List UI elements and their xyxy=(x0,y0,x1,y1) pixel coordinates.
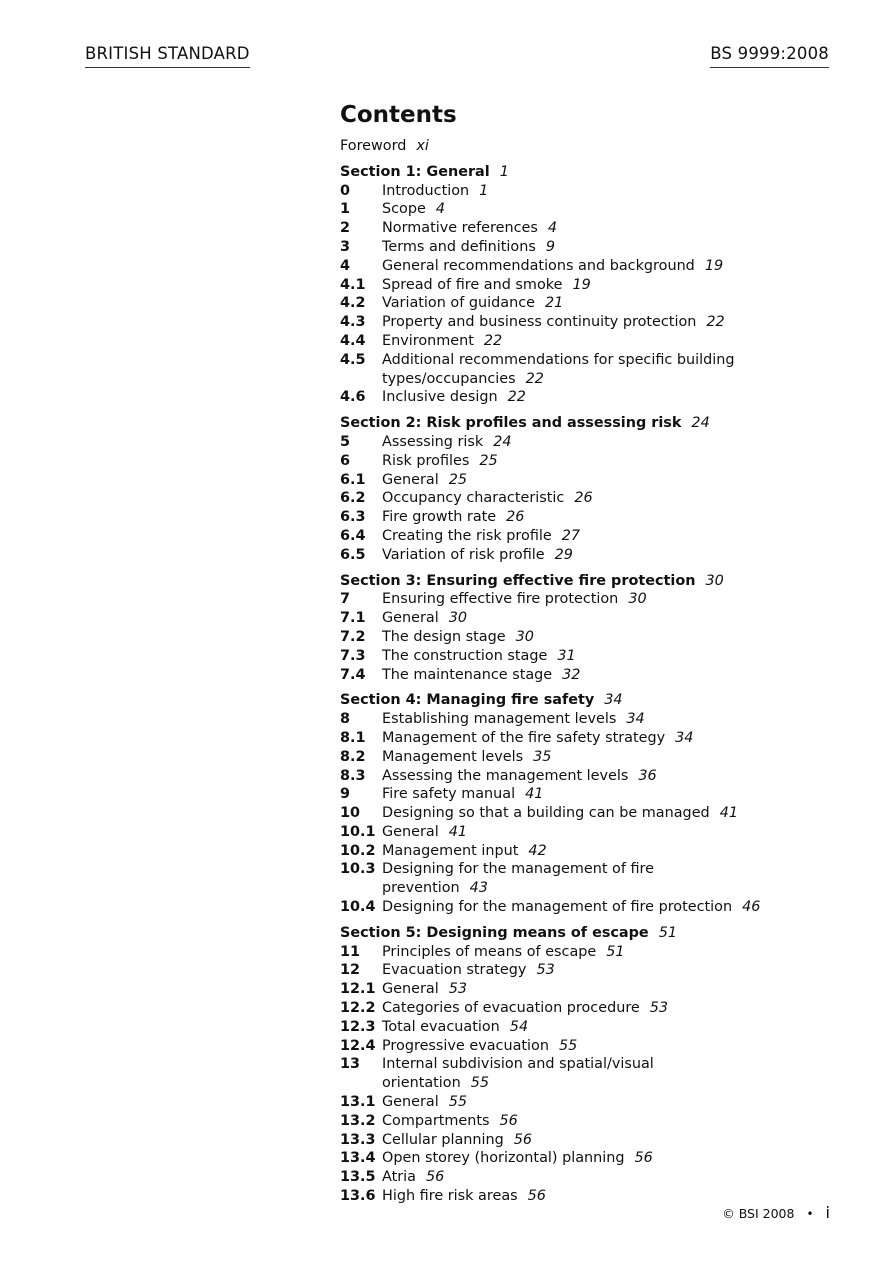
toc-entry[interactable] xyxy=(340,1168,860,1187)
entry-number: 7.1 xyxy=(340,610,366,627)
toc-entry[interactable] xyxy=(340,980,860,999)
section-page: 51 xyxy=(658,924,678,941)
toc-entry[interactable] xyxy=(340,546,860,565)
entry-text-wrap xyxy=(382,1168,762,1187)
section-title: Section 4: Managing fire safety xyxy=(340,692,595,709)
foreword-page: xi xyxy=(416,138,429,154)
toc-entry[interactable] xyxy=(340,860,860,898)
entry-text: The design stage xyxy=(382,628,506,645)
entry-text: Assessing the management levels xyxy=(382,767,629,784)
entry-text: Designing for the management of fire prevention xyxy=(382,861,655,897)
entry-page: 32 xyxy=(562,666,581,683)
entry-page: 4 xyxy=(547,220,558,237)
section-heading[interactable] xyxy=(340,924,860,943)
entry-text: Scope xyxy=(382,201,426,218)
entry-text: Internal subdivision and spatial/visual orientation xyxy=(382,1056,654,1092)
header-right: BS 9999:2008 xyxy=(710,44,829,68)
entry-text: Establishing management levels xyxy=(382,711,617,728)
entry-text-wrap xyxy=(382,647,762,666)
entry-number: 6.3 xyxy=(340,509,366,526)
toc-section xyxy=(340,691,860,917)
entry-text-wrap xyxy=(382,961,762,980)
entry-number: 12.3 xyxy=(340,1018,376,1035)
section-title: Section 2: Risk profiles and assessing risk xyxy=(340,415,682,432)
entry-number: 8.3 xyxy=(340,767,366,784)
toc-entry[interactable] xyxy=(340,767,860,786)
toc-entry[interactable] xyxy=(340,332,860,351)
toc-entry[interactable] xyxy=(340,943,860,962)
toc-entry[interactable] xyxy=(340,590,860,609)
entry-text-wrap xyxy=(382,1149,762,1168)
entry-text-wrap xyxy=(382,546,762,565)
entry-text: Occupancy characteristic xyxy=(382,490,565,507)
toc-entry[interactable] xyxy=(340,785,860,804)
section-page: 34 xyxy=(604,692,623,709)
toc-entry[interactable] xyxy=(340,748,860,767)
toc-entry[interactable] xyxy=(340,200,860,219)
entry-text-wrap xyxy=(382,804,762,823)
toc-section xyxy=(340,924,860,1206)
entry-text: Atria xyxy=(382,1169,416,1186)
entry-page: 27 xyxy=(561,527,581,544)
entry-text: Inclusive design xyxy=(382,389,498,406)
entry-number: 6.5 xyxy=(340,546,366,563)
entry-text-wrap xyxy=(382,238,762,257)
entry-text-wrap xyxy=(382,351,762,389)
entry-text: Designing for the management of fire protection xyxy=(382,899,733,916)
entry-text: Categories of evacuation procedure xyxy=(382,1000,640,1017)
entry-number: 9 xyxy=(340,786,351,803)
entry-page: 22 xyxy=(525,370,544,387)
toc-entry[interactable] xyxy=(340,729,860,748)
entry-number: 10.3 xyxy=(340,861,376,878)
entry-number: 13.1 xyxy=(340,1094,376,1111)
sections-list xyxy=(340,163,860,1206)
entry-text: Introduction xyxy=(382,182,470,199)
entry-text-wrap xyxy=(382,471,762,490)
entry-text: Ensuring effective fire protection xyxy=(382,591,619,608)
entry-number: 13.2 xyxy=(340,1112,376,1129)
entry-text-wrap xyxy=(382,980,762,999)
entry-text-wrap xyxy=(382,276,762,295)
toc-entry[interactable] xyxy=(340,527,860,546)
entry-number: 6.1 xyxy=(340,471,366,488)
entry-number: 6.4 xyxy=(340,527,366,544)
entry-text-wrap xyxy=(382,219,762,238)
entry-number: 0 xyxy=(340,182,351,199)
entry-text-wrap xyxy=(382,748,762,767)
entry-text: The maintenance stage xyxy=(382,666,553,683)
entry-number: 4.2 xyxy=(340,295,366,312)
toc-entry[interactable] xyxy=(340,628,860,647)
entry-page: 46 xyxy=(742,899,761,916)
entry-text: Property and business continuity protection xyxy=(382,314,697,331)
toc-entry[interactable] xyxy=(340,1131,860,1150)
entry-number: 4.4 xyxy=(340,332,366,349)
entry-page: 26 xyxy=(574,490,593,507)
section-title: Section 3: Ensuring effective fire protection xyxy=(340,572,696,589)
section-page: 30 xyxy=(705,572,724,589)
section-page: 24 xyxy=(691,415,710,432)
copyright: © BSI 2008 xyxy=(722,1206,795,1221)
entry-text: Additional recommendations for specific building types/occupancies xyxy=(382,351,735,387)
entry-page: 19 xyxy=(704,257,724,274)
entry-text: Variation of risk profile xyxy=(382,546,545,563)
entry-page: 1 xyxy=(479,182,489,199)
entry-number: 13.4 xyxy=(340,1150,376,1167)
entry-page: 26 xyxy=(506,509,525,526)
entry-text: General xyxy=(382,610,439,627)
entry-page: 56 xyxy=(527,1188,546,1205)
toc-entry[interactable] xyxy=(340,182,860,201)
page-footer xyxy=(722,1203,830,1222)
entry-text-wrap xyxy=(382,590,762,609)
entry-number: 3 xyxy=(340,238,351,255)
entry-text-wrap xyxy=(382,860,762,898)
toc-section xyxy=(340,163,860,407)
entry-text: Assessing risk xyxy=(382,433,484,450)
entry-number: 12.4 xyxy=(340,1037,376,1054)
toc-entry[interactable] xyxy=(340,452,860,471)
entry-text: Spread of fire and smoke xyxy=(382,276,563,293)
entry-number: 5 xyxy=(340,433,351,450)
entry-number: 6.2 xyxy=(340,490,366,507)
entry-text-wrap xyxy=(382,452,762,471)
entry-text: Cellular planning xyxy=(382,1131,504,1148)
entry-page: 22 xyxy=(507,389,526,406)
entry-number: 2 xyxy=(340,220,351,237)
entry-text: General xyxy=(382,823,439,840)
entry-page: 55 xyxy=(558,1037,578,1054)
entry-page: 56 xyxy=(513,1131,533,1148)
entry-text-wrap xyxy=(382,527,762,546)
entry-number: 12.2 xyxy=(340,1000,376,1017)
entry-number: 6 xyxy=(340,452,351,469)
entry-text-wrap xyxy=(382,898,762,917)
entry-page: 41 xyxy=(448,823,468,840)
toc-entry[interactable] xyxy=(340,1149,860,1168)
entry-page: 31 xyxy=(557,647,576,664)
entry-text: Management levels xyxy=(382,748,524,765)
entry-text: Terms and definitions xyxy=(382,238,536,255)
entry-page: 30 xyxy=(515,628,534,645)
entry-page: 55 xyxy=(448,1094,468,1111)
entry-page: 56 xyxy=(425,1169,445,1186)
entry-number: 7.4 xyxy=(340,666,366,683)
entry-page: 24 xyxy=(493,433,512,450)
entry-page: 41 xyxy=(525,786,544,803)
entry-text-wrap xyxy=(382,388,762,407)
entry-page: 29 xyxy=(554,546,573,563)
entry-number: 7.3 xyxy=(340,647,366,664)
entry-text: Environment xyxy=(382,332,474,349)
contents-title: Contents xyxy=(340,102,457,128)
toc-entry[interactable] xyxy=(340,471,860,490)
toc-entry[interactable] xyxy=(340,294,860,313)
entry-text: Progressive evacuation xyxy=(382,1037,549,1054)
entry-text: Normative references xyxy=(382,220,538,237)
entry-number: 12.1 xyxy=(340,981,376,998)
entry-text-wrap xyxy=(382,1131,762,1150)
entry-text: Fire growth rate xyxy=(382,509,497,526)
toc-entry[interactable] xyxy=(340,219,860,238)
entry-number: 13.5 xyxy=(340,1169,376,1186)
toc-entry[interactable] xyxy=(340,489,860,508)
entry-text-wrap xyxy=(382,200,762,219)
entry-text-wrap xyxy=(382,767,762,786)
entry-text-wrap xyxy=(382,1055,762,1093)
entry-number: 13.3 xyxy=(340,1131,376,1148)
toc-entry[interactable] xyxy=(340,647,860,666)
entry-page: 53 xyxy=(536,962,555,979)
entry-text-wrap xyxy=(382,943,762,962)
entry-number: 12 xyxy=(340,962,361,979)
toc-section xyxy=(340,572,860,685)
section-title: Section 1: General xyxy=(340,163,490,180)
entry-text: Creating the risk profile xyxy=(382,527,552,544)
entry-text: Designing so that a building can be managed xyxy=(382,805,710,822)
toc-entry[interactable] xyxy=(340,1037,860,1056)
entry-number: 4.5 xyxy=(340,351,366,368)
toc-entry[interactable] xyxy=(340,710,860,729)
entry-page: 56 xyxy=(499,1112,518,1129)
toc-entry[interactable] xyxy=(340,1018,860,1037)
section-title: Section 5: Designing means of escape xyxy=(340,924,649,941)
entry-page: 54 xyxy=(509,1018,529,1035)
entry-text-wrap xyxy=(382,628,762,647)
entry-page: 22 xyxy=(706,314,725,331)
page-number: i xyxy=(825,1203,830,1222)
entry-page: 4 xyxy=(435,201,445,218)
entry-page: 55 xyxy=(470,1075,490,1092)
entry-number: 8 xyxy=(340,711,351,728)
section-heading[interactable] xyxy=(340,691,860,710)
entry-text: Open storey (horizontal) planning xyxy=(382,1150,625,1167)
entry-text-wrap xyxy=(382,999,762,1018)
entry-number: 1 xyxy=(340,201,351,218)
toc-entry[interactable] xyxy=(340,804,860,823)
entry-page: 43 xyxy=(469,880,488,897)
entry-text-wrap xyxy=(382,666,762,685)
entry-page: 34 xyxy=(675,729,694,746)
entry-text: General recommendations and background xyxy=(382,257,695,274)
entry-page: 41 xyxy=(719,805,738,822)
entry-text-wrap xyxy=(382,313,762,332)
entry-text: General xyxy=(382,981,439,998)
entry-text: High fire risk areas xyxy=(382,1188,518,1205)
toc-entry[interactable] xyxy=(340,238,860,257)
entry-page: 25 xyxy=(479,452,498,469)
entry-page: 53 xyxy=(649,1000,669,1017)
toc-entry[interactable] xyxy=(340,1093,860,1112)
entry-text-wrap xyxy=(382,508,762,527)
entry-text-wrap xyxy=(382,842,762,861)
entry-number: 11 xyxy=(340,943,361,960)
toc-entry[interactable] xyxy=(340,276,860,295)
entry-number: 8.2 xyxy=(340,748,366,765)
entry-number: 13 xyxy=(340,1056,361,1073)
entry-page: 19 xyxy=(572,276,591,293)
toc-entry[interactable] xyxy=(340,961,860,980)
header-left: BRITISH STANDARD xyxy=(85,44,250,68)
entry-text-wrap xyxy=(382,294,762,313)
toc-entry[interactable] xyxy=(340,1112,860,1131)
entry-number: 13.6 xyxy=(340,1188,376,1205)
toc-entry[interactable] xyxy=(340,388,860,407)
toc-entry[interactable] xyxy=(340,433,860,452)
entry-text-wrap xyxy=(382,785,762,804)
entry-page: 9 xyxy=(545,238,555,255)
entry-text: Variation of guidance xyxy=(382,295,535,312)
entry-text-wrap xyxy=(382,1093,762,1112)
entry-page: 56 xyxy=(634,1150,653,1167)
toc-entry[interactable] xyxy=(340,823,860,842)
toc-entry[interactable] xyxy=(340,351,860,389)
section-heading[interactable] xyxy=(340,572,860,591)
toc-entry[interactable] xyxy=(340,313,860,332)
entry-text-wrap xyxy=(382,332,762,351)
entry-text: Risk profiles xyxy=(382,452,470,469)
entry-text: Management input xyxy=(382,842,519,859)
entry-page: 42 xyxy=(528,842,547,859)
entry-text-wrap xyxy=(382,1112,762,1131)
section-page: 1 xyxy=(499,163,509,180)
entry-number: 7.2 xyxy=(340,628,366,645)
entry-page: 25 xyxy=(448,471,468,488)
entry-text: Fire safety manual xyxy=(382,786,516,803)
entry-page: 30 xyxy=(628,591,647,608)
entry-page: 35 xyxy=(533,748,552,765)
toc-entry[interactable] xyxy=(340,666,860,685)
entry-number: 4.3 xyxy=(340,314,366,331)
entry-text-wrap xyxy=(382,823,762,842)
section-heading[interactable] xyxy=(340,163,860,182)
entry-text-wrap xyxy=(382,729,762,748)
toc-entry[interactable] xyxy=(340,898,860,917)
entry-page: 36 xyxy=(638,767,657,784)
entry-page: 34 xyxy=(626,711,645,728)
foreword-label: Foreword xyxy=(340,138,407,154)
entry-page: 21 xyxy=(544,295,564,312)
toc-entry[interactable] xyxy=(340,1055,860,1093)
entry-text: Total evacuation xyxy=(382,1018,500,1035)
toc-entry[interactable] xyxy=(340,842,860,861)
entry-text: General xyxy=(382,471,439,488)
entry-text: Management of the fire safety strategy xyxy=(382,729,666,746)
entry-number: 8.1 xyxy=(340,729,366,746)
foreword-entry[interactable] xyxy=(340,137,860,156)
entry-number: 4.1 xyxy=(340,276,366,293)
toc-entry[interactable] xyxy=(340,257,860,276)
entry-text: Evacuation strategy xyxy=(382,962,527,979)
toc-section xyxy=(340,414,860,564)
entry-text-wrap xyxy=(382,609,762,628)
entry-page: 30 xyxy=(448,610,468,627)
entry-text-wrap xyxy=(382,1037,762,1056)
entry-text-wrap xyxy=(382,710,762,729)
entry-page: 51 xyxy=(606,943,625,960)
entry-text-wrap xyxy=(382,1187,762,1206)
entry-text-wrap xyxy=(382,489,762,508)
entry-text-wrap xyxy=(382,182,762,201)
entry-number: 4.6 xyxy=(340,389,366,406)
entry-number: 10.4 xyxy=(340,899,376,916)
entry-number: 10.1 xyxy=(340,823,376,840)
entry-text-wrap xyxy=(382,1018,762,1037)
entry-number: 4 xyxy=(340,257,351,274)
entry-text: Principles of means of escape xyxy=(382,943,597,960)
table-of-contents xyxy=(340,100,860,1213)
toc-entry[interactable] xyxy=(340,508,860,527)
entry-number: 10 xyxy=(340,805,361,822)
section-heading[interactable] xyxy=(340,414,860,433)
entry-number: 7 xyxy=(340,591,351,608)
toc-entry[interactable] xyxy=(340,999,860,1018)
toc-entry[interactable] xyxy=(340,609,860,628)
entry-text: General xyxy=(382,1094,439,1111)
entry-text: The construction stage xyxy=(382,647,548,664)
entry-page: 22 xyxy=(483,332,503,349)
entry-text: Compartments xyxy=(382,1112,490,1129)
entry-text-wrap xyxy=(382,433,762,452)
entry-number: 10.2 xyxy=(340,842,376,859)
entry-text-wrap xyxy=(382,257,762,276)
footer-bullet: • xyxy=(806,1207,814,1221)
entry-page: 53 xyxy=(448,981,468,998)
